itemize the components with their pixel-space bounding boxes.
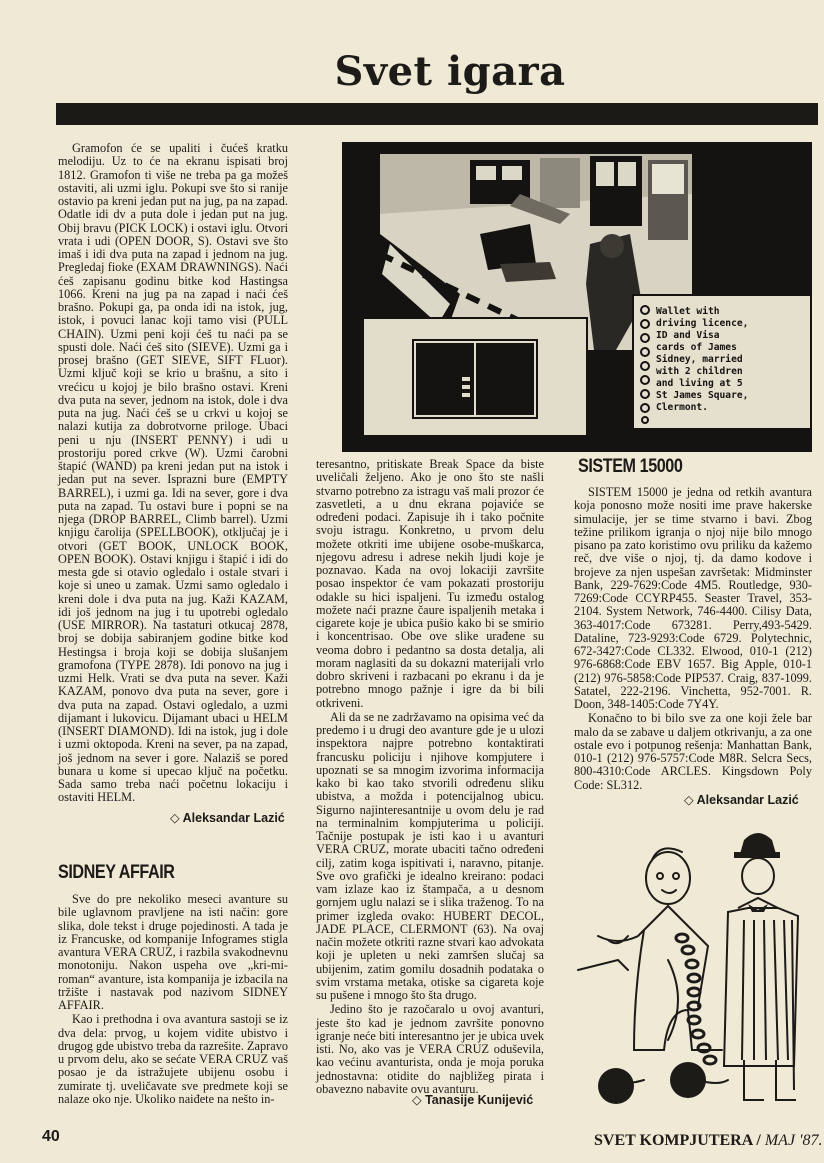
sidney-affair-continuation — [316, 458, 544, 1096]
zoom-window — [362, 317, 588, 437]
game-screenshot — [342, 142, 812, 452]
sistem-paragraph: SISTEM 15000 je jedna od retkih avantura koja ponosno može nositi ime prave hakerske simulacije, jer se time stvarno i bavi. Zbog težine prilikom igranja o njoj nije bilo mnogo pisano pa zato koristimo ovu priliku da kažemo reč, dve više o njoj, tj. da damo kodove i brojeve za njen uspešan završetak: Midminster Bank, 229-7629:Code 4M5. Routledge, 930-7269:Code CCYRP455. Seaster Travel, 353-2104. System Network, 746-4400. Cilisy Data, 363-4017:Code 673281. Perry,493-5429. Dataline, 723-9293:Code 6729. Polytechnic, 672-3427:Code CL332. Elwood, 010-1 (212) 976-6868:Code EBV 1657. Big Apple, 010-1 (212) 976-5858:Code PIP537. Craig, 837-1099. Satatel, 222-2196. Vinchetta, 952-7001. R. Doon, 348-1405:Code 7Y4Y. — [574, 485, 812, 711]
page-title: Svet igara — [334, 48, 566, 95]
evidence-notepad — [632, 294, 812, 430]
sidney-affair-paragraph: Sve do pre nekoliko meseci avanture su bile uglavnom pravljene na isti način: gore slika, dole tekst i druge pojedinosti. A tada je iz Francuske, od kompanije Infogrames stigla avantura VERA CRUZ, i razbila svakodnevnu monotoniju. Nakon uspeha ove „kri-mi-roman“ avanture, ista kompanija je izbacila na tržište i nastavak pod nazivom SIDNEY AFFAIR. — [58, 892, 288, 1012]
walkthrough-text: Gramofon će se upaliti i čućeš kratku melodiju. Uz to će na ekranu ispisati broj 1812. Gramofon ti više ne treba pa ga možeš ostaviti, ali uzmi iglu. Pokupi sve što si ranije ostavio pa kreni jedan put na jug, pa na zapad. Odatle idi dv a puta dole i jedan put na jug. Obij bravu (PICK LOCK) i ostavi iglu. Otvori vrata i udi (OPEN DOOR, S). Ostavi sve što imaš i idi dva puta na zapad i jednom na jug. Pregledaj fioke (EXAM DRAWNINGS). Naći ćeš zapisanu godinu bitke kod Hastingsa 1066. Kreni na jug pa na zapad i naći ćeš brašno. Pokupi ga, pa onda idi na istok, jug, istok, i povuci lanac koji tamo visi (PULL CHAIN). Uzmi peni koji ćeš tu naći pa se spusti dole. Naći ćeš sito (SIEVE). Uzmi ga i prosej brašno (GET SIEVE, SIFT FLuor). Uzmi ključ koji se krio u brašnu, a sito i vrećicu u kojoj je bilo brašno ostavi. Kreni dva puta na sever, jednom na istok, dole i dva puta na jug. Naći ćeš se u crkvi u kojoj se nalazi kutija za dobrotvorne priloge. Ubaci peni u nju (INSERT PENNY) i udi u prostoriju pored crkve (W). Uzmi čarobni štapić (WAND) pa kreni jedan put na istok i jedan put na sever. Isprazni bure (EMPTY BARREL), i uzmi ga. Idi na sever, gore i dva puta na zapad. Tu ostavi bure i popni se na njega (DROP BARREL, Climb barrel). Uzmi knjigu čarolija (SPELLBOOK), otključaj je i otvori (GET BOOK, UNLOCK BOOK, OPEN BOOK). Ostavi knjigu i štapić i idi do mesta gde si otavio ogledalo i ostale stvari i koje si uneo u zamak. Uzmi samo ogledalo i kreni dole i dva puta na jug. Kaži KAZAM, idi još jednom na jug i tu upotrebi ogledalo (USE MIRROR). Na tastaturi otkucaj 2878, broj se dobija sabiranjem godine bitke kod Hestingsa i broja koji se dobija slušanjem gramofona (TYPE 2878). Idi ponovo na jug i uzmi Helk. Vrati se dva puta na sever. Kaži KAZAM, ponovo dva puta na sever, gore i dva puta na zapad. Ostavi ogledalo, a uzmi dijamant i lukovicu. Dijamant ubaci u HELM (INSERT DIAMOND). Idi na istok, jug i dole i uzmi oktopoda. Kreni na sever, pa na zapad, još jednom na sever i gore. Nalaziš se pored bunara u kome si upecao ključ na početku. Sada samo treba naći početnu lokaciju i ostaviti HELM. — [58, 141, 288, 805]
sistem-15000-column — [574, 486, 812, 792]
sidney-affair-signature: ◇ Tanasije Kunijević — [412, 1093, 534, 1107]
sidney-affair-heading: SIDNEY AFFAIR — [58, 862, 175, 883]
walkthrough-signature: ◇ Aleksandar Lazić — [170, 811, 285, 825]
walkthrough-column — [58, 142, 288, 805]
sistem-15000-signature: ◇ Aleksandar Lazić — [684, 793, 799, 807]
sistem-15000-heading: SISTEM 15000 — [578, 456, 683, 477]
sidney-affair-column — [58, 893, 288, 1106]
issue-date: MAJ '87. — [764, 1132, 823, 1149]
notepad-text: Wallet with driving licence, ID and Visa cards of James Sidney, married with 2 children and living at 5 St James Square, Clermont. — [656, 306, 749, 413]
cartoon-illustration — [548, 820, 818, 1110]
magazine-name: SVET KOMPJUTERA / — [594, 1132, 761, 1149]
title-rule — [56, 103, 818, 125]
sidney-affair-paragraph: Ali da se ne zadržavamo na opisima već da predemo i u drugi deo avanture gde je u ulozi inspektora najpre potrebno kontaktirati francusku policiju i njihove kompjutere i upoznati se sa mnogim izvorima informacija kako bi kao tako stvorili određenu sliku ubistva, a možda i potencijalnog ubicu. Sigurno najinteresantnije u ovom delu je rad na terminalnim kompjuterima u policiji. Tačnije postupak je isti kao i u avanturi VERA CRUZ, morate ubaciti tačno određeni cilj, zatim koga ispitivati i, naravno, pitanje. Sve ovo grafički je idealno kreirano: podaci vam izlaze kao iz štampača, a u desnom gornjem uglu nalazi se i slika traženog. To na primer izgleda ovako: HUBERT DECOL, JADE PLACE, CLERMONT (63). Na ovaj način možete otkriti razne stvari kao advokata koji je upleten u neki zamršen slučaj sa ubijenim, zatim gomilu dosadnih podataka o svim vrstama metaka, otiske sa cigareta koje su pušene i mnogo što šta drugo. — [316, 709, 544, 1002]
sidney-affair-paragraph: teresantno, pritiskate Break Space da biste uveličali željeno. Ako je ono što ste našli stvarno potrebno za istragu vaš mali prozor će zasvetleti, a u dnu ekrana pojaviće se određeni podaci. Zapisuje ih i tako počnite svoju istragu. Konkretno, u prvom delu možete otkriti ime ubijene osobe-muškarca, njegovu adresu i adrese nekih ljudi koje je poznavao. Kada na ovoj lokaciji završite posao inspektor će vam pokazati prostoriju odakle su hici ispaljeni. Tu između ostalog možete naći prazne čaure ispaljenih metaka i cigarete koje je ubica pušio kako bi se smirio i koncentrisao. Obe ove slike urađene su veoma dobro i pedantno sa dosta detalja, ali moram naglasiti da su dokazni materijali vrlo dobro skriveni i razbacani po ekranu i da je potrebno mnogo pažnje i igre da bi bili otkriveni. — [316, 457, 544, 710]
sidney-affair-paragraph: Jedino što je razočaralo u ovoj avanturi, jeste što kad je jednom završite ponovno igranje neće biti interesantno jer je ubica uvek isti. No, ako vas je VERA CRUZ oduševila, kao većinu avanturista, onda je moja poruka jednostavna: otidite do najbližeg pirata i obavezno nabavite ovu avanturu. — [316, 1002, 544, 1096]
spiral-binding-icon — [638, 304, 652, 424]
page-number: 40 — [42, 1128, 60, 1145]
sistem-paragraph: Konačno to bi bilo sve za one koji žele bar malo da se zabave u daljem otkrivanju, a za one ostale evo i potpunog rešenja: Manhattan Bank, 010-1 (212) 976-5757:Code M8R. Selcra Secs, 800-4310:Code ARCLES. Kingsdown Poly Code: SL312. — [574, 711, 812, 792]
footer-magazine-issue — [594, 1132, 822, 1150]
sidney-affair-paragraph: Kao i prethodna i ova avantura sastoji se iz dva dela: prvog, u kojem vidite ubistvo i drugog gde ubistvo treba da razrešite. Zapravo u prvom delu, ako se sećate VERA CRUZ vaš posao je da istražujete ubijenu osobu i zumirate tj. uveličavate sve predmete koji se nalaze oko nje. Ukoliko naiđete na nešto in- — [58, 1012, 288, 1106]
zoom-window-view — [414, 341, 536, 417]
